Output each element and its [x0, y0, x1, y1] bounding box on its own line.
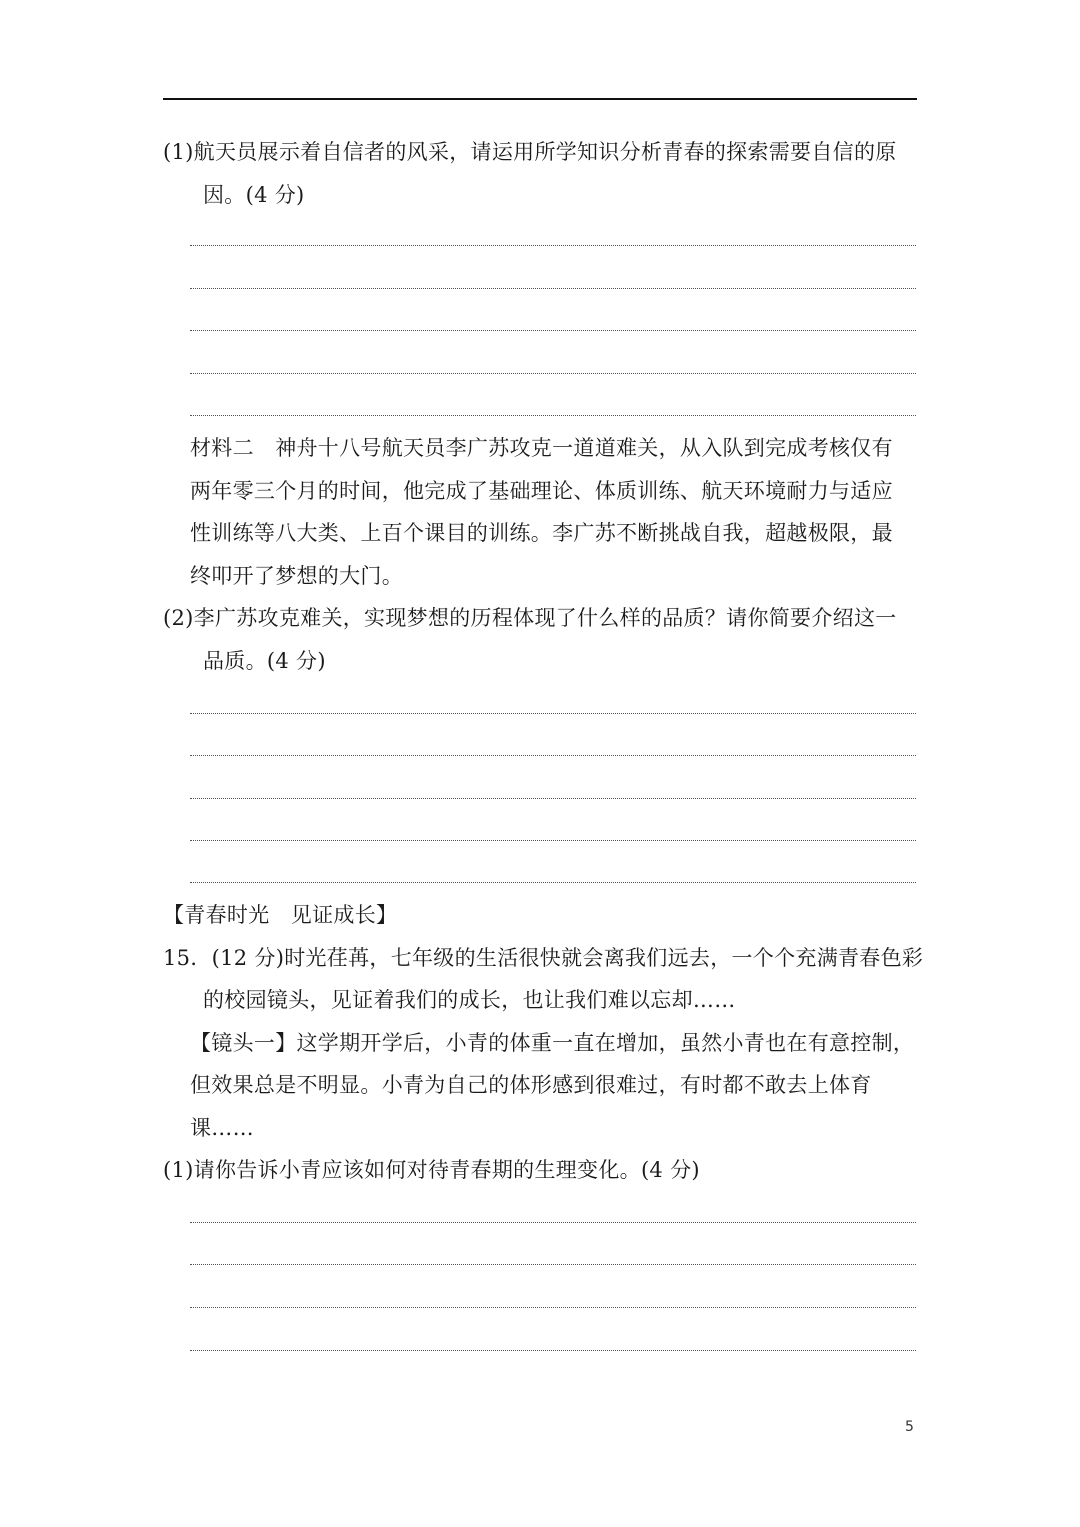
answer-line[interactable] [190, 415, 916, 416]
answer-line[interactable] [190, 882, 916, 883]
question-14-1-line-1: (1)航天员展示着自信者的风采，请运用所学知识分析青春的探索需要自信的原 [163, 140, 897, 164]
answer-line[interactable] [190, 755, 916, 756]
answer-line[interactable] [190, 1222, 916, 1223]
answer-line[interactable] [190, 330, 916, 331]
answer-line[interactable] [190, 840, 916, 841]
answer-line[interactable] [190, 1307, 916, 1308]
answer-line[interactable] [190, 245, 916, 246]
section-heading: 【青春时光 见证成长】 [163, 903, 398, 927]
material-2-line-1: 材料二 神舟十八号航天员李广苏攻克一道道难关，从入队到完成考核仅有 [190, 436, 893, 460]
answer-line[interactable] [190, 713, 916, 714]
question-14-1-line-2: 因。(4 分) [203, 183, 305, 207]
question-15-line-1: 15．(12 分)时光荏苒，七年级的生活很快就会离我们远去，一个个充满青春色彩 [163, 946, 924, 970]
material-2-line-3: 性训练等八大类、上百个课目的训练。李广苏不断挑战自我，超越极限，最 [190, 521, 893, 545]
question-15-line-2: 的校园镜头，见证着我们的成长，也让我们难以忘却…… [203, 988, 736, 1012]
question-15-1-line-1: (1)请你告诉小青应该如何对待青春期的生理变化。(4 分) [163, 1158, 700, 1182]
material-2-line-2: 两年零三个月的时间，他完成了基础理论、体质训练、航天环境耐力与适应 [190, 479, 893, 503]
material-2-line-4: 终叩开了梦想的大门。 [190, 564, 403, 588]
answer-line[interactable] [190, 798, 916, 799]
answer-line[interactable] [190, 288, 916, 289]
scene-1-line-1: 【镜头一】这学期开学后，小青的体重一直在增加，虽然小青也在有意控制， [190, 1031, 915, 1055]
page-number: 5 [905, 1419, 914, 1435]
scene-1-line-2: 但效果总是不明显。小青为自己的体形感到很难过，有时都不敢去上体育 [190, 1073, 872, 1097]
scene-1-line-3: 课…… [190, 1116, 254, 1140]
header-rule [163, 98, 917, 100]
question-14-2-line-1: (2)李广苏攻克难关，实现梦想的历程体现了什么样的品质？请你简要介绍这一 [163, 606, 897, 630]
answer-line[interactable] [190, 1264, 916, 1265]
answer-line[interactable] [190, 373, 916, 374]
question-14-2-line-2: 品质。(4 分) [203, 649, 326, 673]
answer-line[interactable] [190, 1350, 916, 1351]
